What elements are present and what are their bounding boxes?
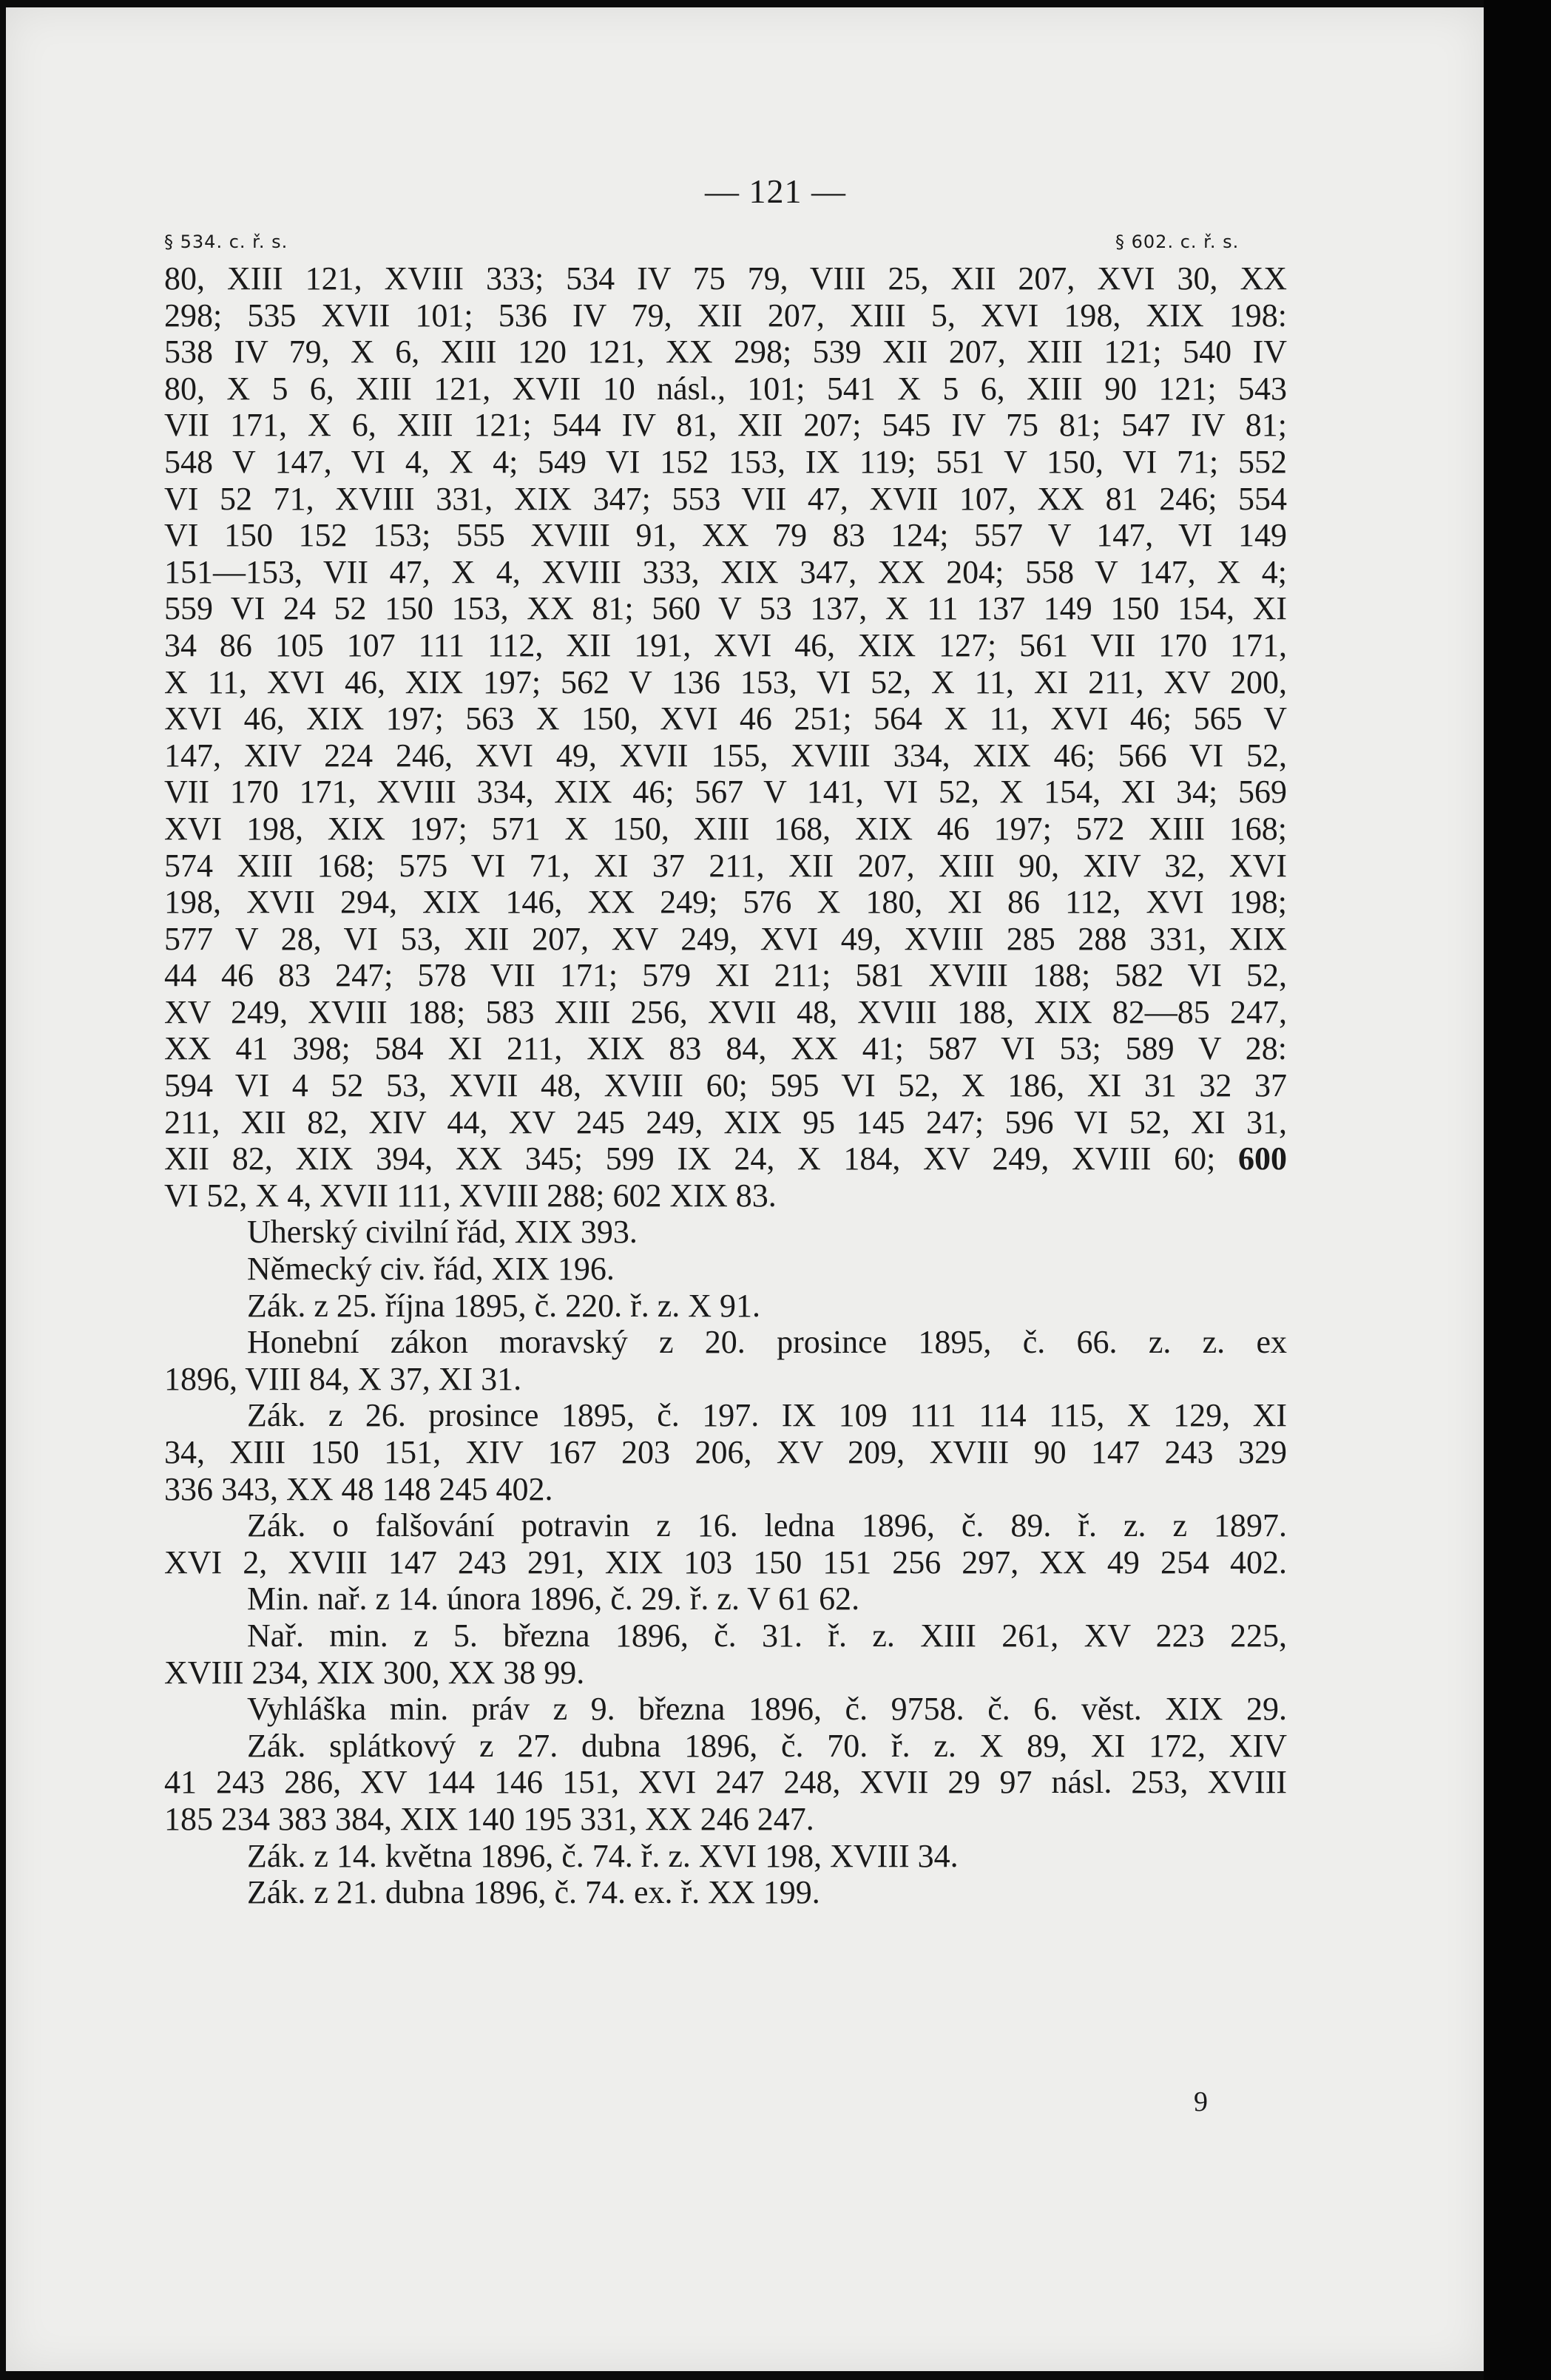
text-line <box>164 1691 1287 1728</box>
text-line-content: X 11, XVI 46, XIX 197; 562 V 136 153, VI 52, X 11, XI 211, XV 200, <box>164 663 1287 700</box>
bold-paragraph-number: 600 <box>1238 1140 1288 1177</box>
text-line-content: XX 41 398; 584 XI 211, XIX 83 84, XX 41; 587 VI 53; 589 V 28: <box>164 1030 1287 1067</box>
text-line-content: 298; 535 XVII 101; 536 IV 79, XII 207, XIII 5, XVI 198, XIX 198: <box>164 297 1287 334</box>
text-line <box>164 1874 1287 1911</box>
text-line <box>164 1214 1287 1251</box>
text-line-content: 80, XIII 121, XVIII 333; 534 IV 75 79, VIII 25, XII 207, XVI 30, XX <box>164 260 1287 297</box>
text-line-content: Nař. min. z 5. března 1896, č. 31. ř. z. XIII 261, XV 223 225, <box>247 1617 1287 1654</box>
text-line-content: VII 171, X 6, XIII 121; 544 IV 81, XII 207; 545 IV 75 81; 547 IV 81; <box>164 407 1287 444</box>
text-line <box>164 1471 1287 1508</box>
text-line <box>164 774 1287 811</box>
text-line-content: 1896, VIII 84, X 37, XI 31. <box>164 1360 522 1397</box>
text-line-content: 41 243 286, XV 144 146 151, XVI 247 248, XVII 29 97 násl. 253, XVIII <box>164 1764 1287 1801</box>
text-line <box>164 554 1287 591</box>
text-line-content: 574 XIII 168; 575 VI 71, XI 37 211, XII 207, XIII 90, XIV 32, XVI <box>164 847 1287 884</box>
text-line-content: XII 82, XIX 394, XX 345; 599 IX 24, X 184, XV 249, XVIII 60; <box>164 1140 1216 1177</box>
text-line-content: XVI 2, XVIII 147 243 291, XIX 103 150 151 256 297, XX 49 254 402. <box>164 1544 1287 1581</box>
text-line <box>164 1104 1287 1141</box>
text-line-content: VI 52, X 4, XVII 111, XVIII 288; 602 XIX 83. <box>164 1177 777 1214</box>
text-line-content: 34, XIII 150 151, XIV 167 203 206, XV 209, XVIII 90 147 243 329 <box>164 1434 1287 1470</box>
text-line-content: Honební zákon moravský z 20. prosince 1895, č. 66. z. z. ex <box>247 1324 1287 1361</box>
text-line-content: 147, XIV 224 246, XVI 49, XVII 155, XVIII 334, XIX 46; 566 VI 52, <box>164 737 1287 774</box>
text-line-content: Zák. o falšování potravin z 16. ledna 1896, č. 89. ř. z. z 1897. <box>247 1507 1287 1544</box>
text-line-content: VI 52 71, XVIII 331, XIX 347; 553 VII 47, XVII 107, XX 81 246; 554 <box>164 480 1287 517</box>
text-line <box>164 1251 1287 1288</box>
text-line <box>164 627 1287 664</box>
text-line <box>164 700 1287 737</box>
text-line-content: 336 343, XX 48 148 245 402. <box>164 1470 553 1507</box>
text-line <box>164 1324 1287 1361</box>
text-line <box>164 1764 1287 1801</box>
text-line-content: Zák. splátkový z 27. dubna 1896, č. 70. ř. z. X 89, XI 172, XIV <box>247 1727 1287 1764</box>
index-text-body <box>164 260 1287 1911</box>
text-line-content: 151—153, VII 47, X 4, XVIII 333, XIX 347, XX 204; 558 V 147, X 4; <box>164 553 1287 590</box>
text-line <box>164 590 1287 627</box>
text-line <box>164 260 1287 297</box>
text-line <box>164 444 1287 481</box>
text-line-content: 44 46 83 247; 578 VII 171; 579 XI 211; 581 XVIII 188; 582 VI 52, <box>164 957 1287 994</box>
text-line <box>164 1728 1287 1765</box>
text-line <box>164 1654 1287 1691</box>
text-line <box>164 848 1287 885</box>
text-line <box>164 1838 1287 1875</box>
text-line <box>164 1397 1287 1434</box>
text-line-content: 548 V 147, VI 4, X 4; 549 VI 152 153, IX 119; 551 V 150, VI 71; 552 <box>164 443 1287 480</box>
text-line <box>164 517 1287 554</box>
text-line <box>164 1581 1287 1617</box>
text-line-content: 198, XVII 294, XIX 146, XX 249; 576 X 180, XI 86 112, XVI 198; <box>164 884 1287 921</box>
page-number: — 121 — <box>705 172 846 210</box>
text-line <box>164 1617 1287 1654</box>
text-line <box>164 481 1287 518</box>
text-line-content: 538 IV 79, X 6, XIII 120 121, XX 298; 539 XII 207, XIII 121; 540 IV <box>164 334 1287 371</box>
text-line-content: 185 234 383 384, XIX 140 195 331, XX 246 247. <box>164 1800 814 1837</box>
text-line-content: Min. nař. z 14. února 1896, č. 29. ř. z. V 61 62. <box>247 1581 860 1617</box>
text-line <box>164 1288 1287 1325</box>
text-line <box>164 407 1287 444</box>
text-line <box>164 371 1287 408</box>
text-line <box>164 994 1287 1031</box>
text-line <box>164 1434 1287 1471</box>
text-line <box>164 1067 1287 1104</box>
text-line-content: 34 86 105 107 111 112, XII 191, XVI 46, XIX 127; 561 VII 170 171, <box>164 626 1287 663</box>
text-line <box>164 297 1287 334</box>
text-line-content: Vyhláška min. práv z 9. března 1896, č. 9758. č. 6. věst. XIX 29. <box>247 1691 1287 1728</box>
text-line-content: VI 150 152 153; 555 XVIII 91, XX 79 83 124; 557 V 147, VI 149 <box>164 517 1287 554</box>
running-head-right: § 602. c. ř. s. <box>1115 231 1240 252</box>
text-line <box>164 334 1287 371</box>
text-line <box>164 1801 1287 1838</box>
text-line <box>164 1140 1287 1177</box>
text-line <box>164 664 1287 701</box>
text-line-content: Zák. z 14. května 1896, č. 74. ř. z. XVI 198, XVIII 34. <box>247 1837 959 1874</box>
text-line-content: Zák. z 26. prosince 1895, č. 197. IX 109 111 114 115, X 129, XI <box>247 1397 1287 1434</box>
text-line-content: Německý civ. řád, XIX 196. <box>247 1251 615 1288</box>
text-line-content: Zák. z 25. října 1895, č. 220. ř. z. X 91. <box>247 1287 761 1324</box>
text-line <box>164 1030 1287 1067</box>
text-line-content: 559 VI 24 52 150 153, XX 81; 560 V 53 137, X 11 137 149 150 154, XI <box>164 590 1287 627</box>
text-line <box>164 884 1287 921</box>
text-line <box>164 1544 1287 1581</box>
text-line-content: XVI 198, XIX 197; 571 X 150, XIII 168, XIX 46 197; 572 XIII 168; <box>164 810 1287 847</box>
text-line <box>164 957 1287 994</box>
text-line-content: XV 249, XVIII 188; 583 XIII 256, XVII 48, XVIII 188, XIX 82—85 247, <box>164 993 1287 1030</box>
text-line-content: VII 170 171, XVIII 334, XIX 46; 567 V 141, VI 52, X 154, XI 34; 569 <box>164 774 1287 811</box>
text-line <box>164 921 1287 958</box>
text-line-content: 211, XII 82, XIV 44, XV 245 249, XIX 95 145 247; 596 VI 52, XI 31, <box>164 1103 1287 1140</box>
text-line-content: Uherský civilní řád, XIX 393. <box>247 1214 638 1251</box>
text-line <box>164 737 1287 774</box>
text-line-content: 577 V 28, VI 53, XII 207, XV 249, XVI 49, XVIII 285 288 331, XIX <box>164 920 1287 957</box>
signature-mark: 9 <box>1194 2086 1208 2117</box>
text-line-content: Zák. z 21. dubna 1896, č. 74. ex. ř. XX 199. <box>247 1874 820 1911</box>
text-line-content: 80, X 5 6, XIII 121, XVII 10 násl., 101; 541 X 5 6, XIII 90 121; 543 <box>164 370 1287 407</box>
text-line-content: XVIII 234, XIX 300, XX 38 99. <box>164 1654 585 1691</box>
text-line-content: XVI 46, XIX 197; 563 X 150, XVI 46 251; 564 X 11, XVI 46; 565 V <box>164 700 1287 737</box>
running-head-left: § 534. c. ř. s. <box>164 231 288 252</box>
page-edge-shadow <box>1484 0 1551 2380</box>
text-line <box>164 1361 1287 1398</box>
text-line <box>164 1507 1287 1544</box>
text-line <box>164 1177 1287 1214</box>
text-line-content: 594 VI 4 52 53, XVII 48, XVIII 60; 595 VI 52, X 186, XI 31 32 37 <box>164 1067 1287 1104</box>
text-line <box>164 811 1287 848</box>
